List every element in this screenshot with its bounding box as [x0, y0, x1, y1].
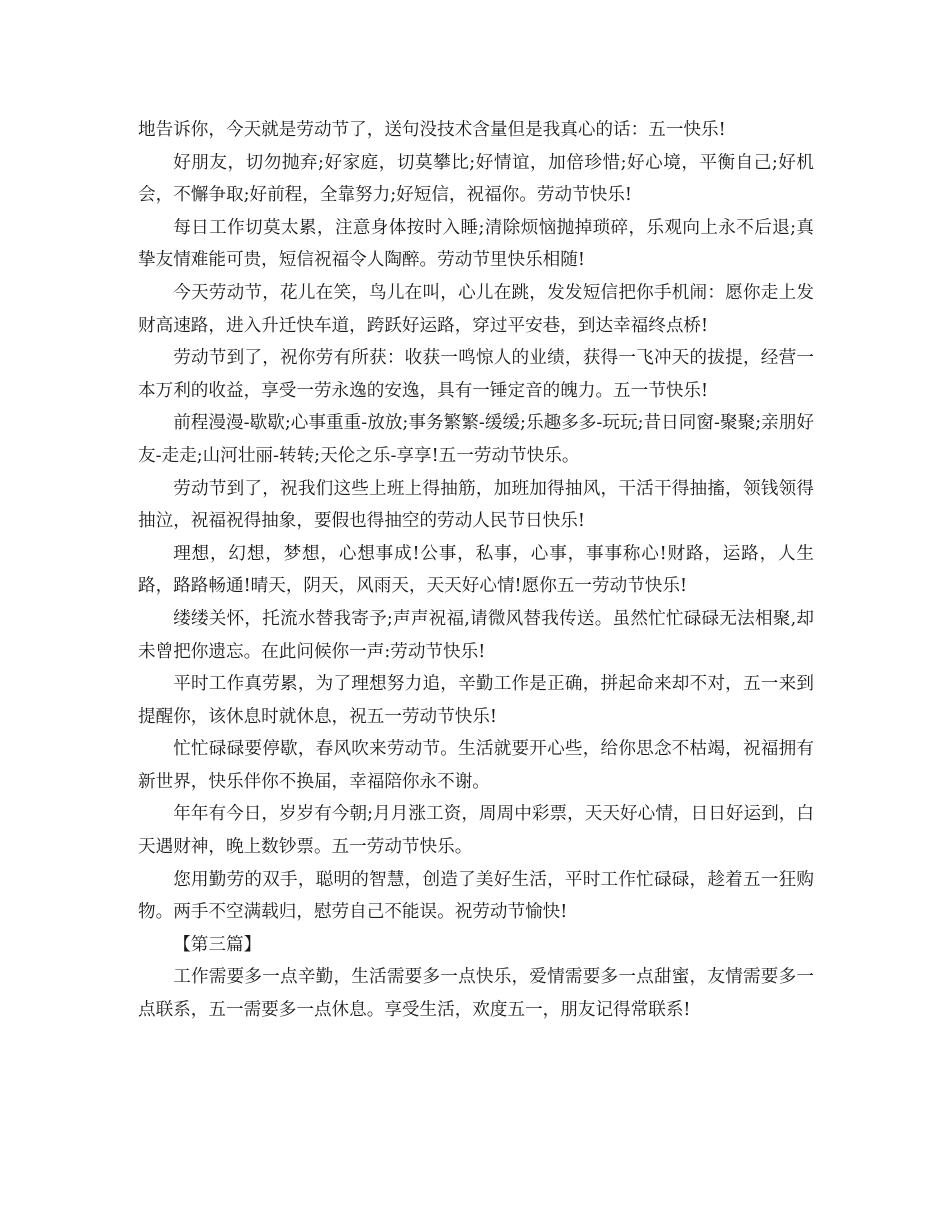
paragraph-continuation: 地告诉你，今天就是劳动节了，送句没技术含量但是我真心的话：五一快乐! — [138, 120, 726, 140]
paragraph: 缕缕关怀，托流水替我寄予;声声祝福,请微风替我传送。虽然忙忙碌碌无法相聚,却未曾把你遗忘。在此问候你一声:劳动节快乐! — [138, 608, 814, 662]
section-heading: 【第三篇】 — [173, 934, 262, 955]
paragraph: 平时工作真劳累，为了理想努力追，辛勤工作是正确，拼起命来却不对，五一来到提醒你，该休息时就休息，祝五一劳动节快乐! — [138, 674, 814, 727]
paragraph: 年年有今日，岁岁有今朝;月月涨工资，周周中彩票，天天好心情，日日好运到，白天遇财神，晚上数钞票。五一劳动节快乐。 — [138, 804, 814, 858]
paragraph: 理想，幻想，梦想，心想事成!公事，私事，心事，事事称心!财路，运路，人生路，路路畅通!晴天，阴天，风雨天，天天好心情!愿你五一劳动节快乐! — [138, 543, 814, 597]
paragraph: 劳动节到了，祝我们这些上班上得抽筋，加班加得抽风，干活干得抽搐，领钱领得抽泣，祝福祝得抽象，要假也得抽空的劳动人民节日快乐! — [138, 478, 814, 532]
paragraph: 前程漫漫-歇歇;心事重重-放放;事务繁繁-缓缓;乐趣多多-玩玩;昔日同窗-聚聚;亲朋好友-走走;山河壮丽-转转;天伦之乐-享享!五一劳动节快乐。 — [138, 413, 814, 466]
paragraph: 劳动节到了，祝你劳有所获：收获一鸣惊人的业绩，获得一飞冲天的拔提，经营一本万利的收益，享受一劳永逸的安逸，具有一锤定音的魄力。五一节快乐! — [138, 348, 814, 401]
paragraph: 好朋友，切勿抛弃;好家庭，切莫攀比;好情谊，加倍珍惜;好心境，平衡自己;好机会，不懈争取;好前程，全靠努力;好短信，祝福你。劳动节快乐! — [138, 152, 814, 206]
paragraph: 今天劳动节，花儿在笑，鸟儿在叫，心儿在跳，发发短信把你手机闹：愿你走上发财高速路，进入升迁快车道，跨跃好运路，穿过平安巷，到达幸福终点桥! — [138, 282, 814, 336]
paragraph: 忙忙碌碌要停歇，春风吹来劳动节。生活就要开心些，给你思念不枯竭，祝福拥有新世界，快乐伴你不换届，幸福陪你永不谢。 — [138, 739, 814, 792]
paragraph: 工作需要多一点辛勤，生活需要多一点快乐，爱情需要多一点甜蜜，友情需要多一点联系，五一需要多一点休息。享受生活，欢度五一，朋友记得常联系! — [138, 967, 814, 1021]
document-body — [138, 114, 814, 1027]
paragraph: 您用勤劳的双手，聪明的智慧，创造了美好生活，平时工作忙碌碌，趁着五一狂购物。两手不空满载归，慰劳自己不能误。祝劳动节愉快! — [138, 869, 814, 923]
paragraph: 每日工作切莫太累，注意身体按时入睡;清除烦恼抛掉琐碎，乐观向上永不后退;真挚友情难能可贵，短信祝福令人陶醉。劳动节里快乐相随! — [138, 217, 814, 271]
